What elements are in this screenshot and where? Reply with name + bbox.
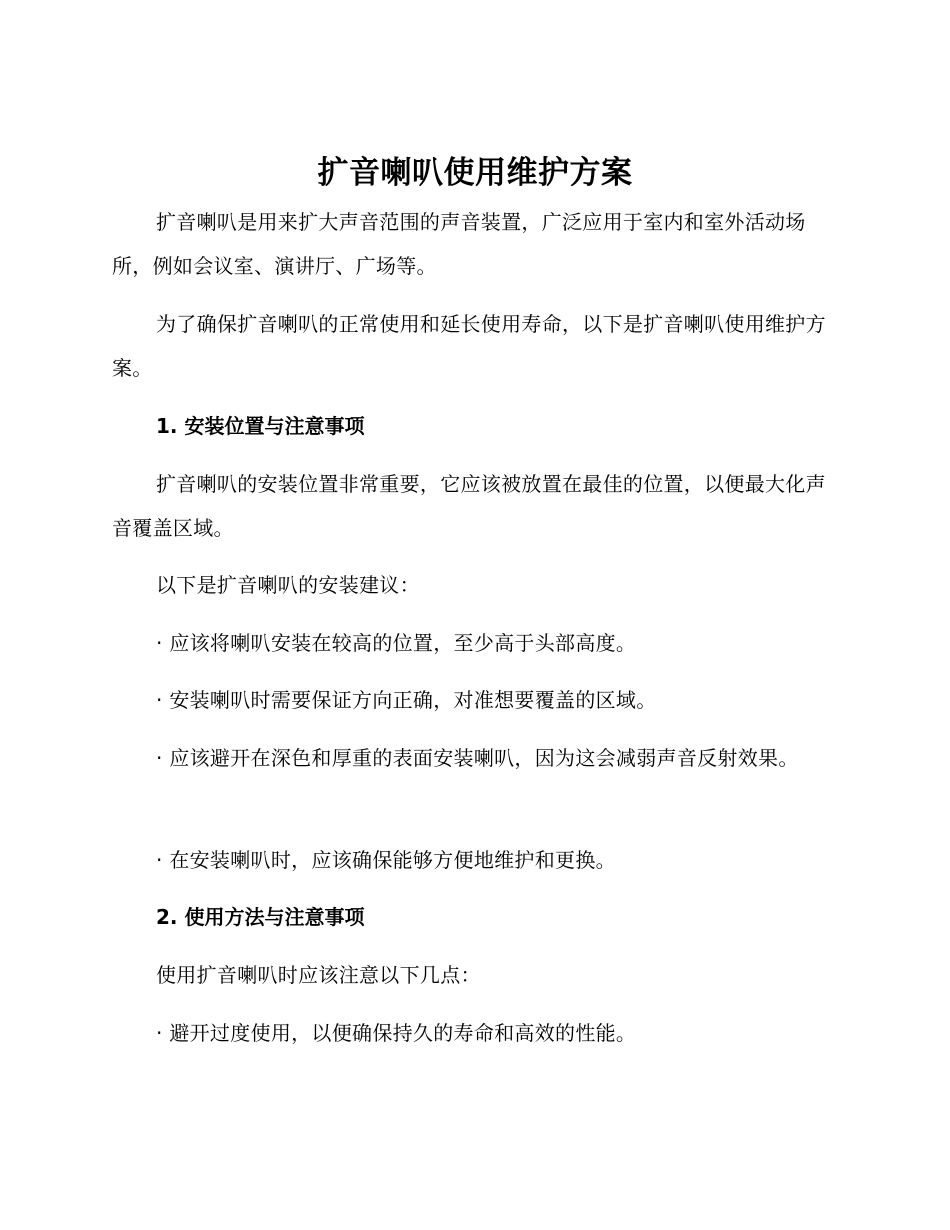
section-1-bullet-4: · 在安装喇叭时，应该确保能够方便地维护和更换。: [156, 848, 616, 872]
section-1-heading: 1. 安装位置与注意事项: [156, 414, 365, 438]
section-1-bullet-3: · 应该避开在深色和厚重的表面安装喇叭，因为这会减弱声音反射效果。: [156, 746, 799, 770]
section-2-bullet-1: · 避开过度使用，以便确保持久的寿命和高效的性能。: [156, 1021, 637, 1045]
section-2-heading: 2. 使用方法与注意事项: [156, 905, 365, 929]
section-2-paragraph-1: 使用扩音喇叭时应该注意以下几点：: [156, 963, 481, 987]
section-1-bullet-2: · 安装喇叭时需要保证方向正确，对准想要覆盖的区域。: [156, 688, 657, 712]
section-1-bullet-1: · 应该将喇叭安装在较高的位置，至少高于头部高度。: [156, 631, 637, 655]
section-1-paragraph-1: 扩音喇叭的安装位置非常重要，它应该被放置在最佳的位置，以便最大化声音覆盖区域。: [112, 472, 826, 540]
section-1-paragraph-2: 以下是扩音喇叭的安装建议：: [156, 573, 420, 597]
document-title: 扩音喇叭使用维护方案: [317, 155, 633, 191]
intro-paragraph-1: 扩音喇叭是用来扩大声音范围的声音装置，广泛应用于室内和室外活动场所，例如会议室、演讲厅、广场等。: [112, 210, 806, 278]
intro-paragraph-2: 为了确保扩音喇叭的正常使用和延长使用寿命，以下是扩音喇叭使用维护方案。: [112, 312, 826, 380]
